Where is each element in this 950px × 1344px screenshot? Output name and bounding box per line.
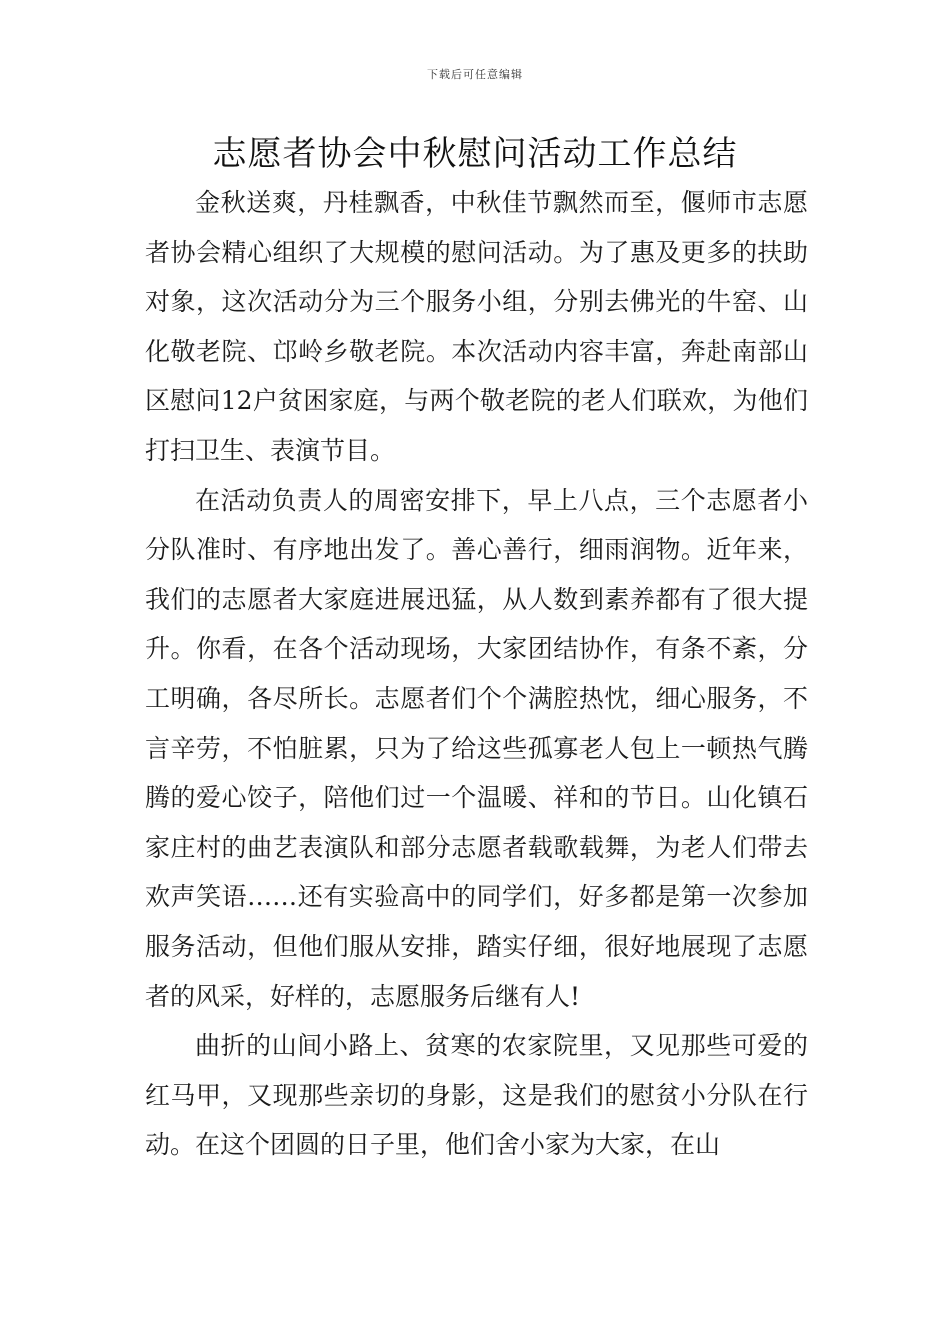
document-body [145, 178, 808, 1170]
paragraph-2: 在活动负责人的周密安排下，早上八点，三个志愿者小分队准时、有序地出发了。善心善行，细雨润物。近年来，我们的志愿者大家庭进展迅猛，从人数到素养都有了很大提升。你看，在各个活动现场，大家团结协作，有条不紊，分工明确，各尽所长。志愿者们个个满腔热忱，细心服务，不言辛劳，不怕脏累，只为了给这些孤寡老人包上一顿热气腾腾的爱心饺子，陪他们过一个温暖、祥和的节日。山化镇石家庄村的曲艺表演队和部分志愿者载歌载舞，为老人们带去欢声笑语……还有实验高中的同学们，好多都是第一次参加服务活动，但他们服从安排，踏实仔细，很好地展现了志愿者的风采，好样的，志愿服务后继有人! [145, 485, 808, 1011]
paragraph-1: 金秋送爽，丹桂飘香，中秋佳节飘然而至，偃师市志愿者协会精心组织了大规模的慰问活动。为了惠及更多的扶助对象，这次活动分为三个服务小组，分别去佛光的牛窑、山化敬老院、邙岭乡敬老院。本次活动内容丰富，奔赴南部山区慰问12户贫困家庭，与两个敬老院的老人们联欢，为他们打扫卫生、表演节目。 [145, 188, 808, 465]
header-note: 下载后可任意编辑 [427, 68, 523, 81]
document-title: 志愿者协会中秋慰问活动工作总结 [212, 134, 738, 174]
paragraph-3: 曲折的山间小路上、贫寒的农家院里，又见那些可爱的红马甲，又现那些亲切的身影，这是我们的慰贫小分队在行动。在这个团圆的日子里，他们舍小家为大家，在山 [145, 1031, 808, 1160]
